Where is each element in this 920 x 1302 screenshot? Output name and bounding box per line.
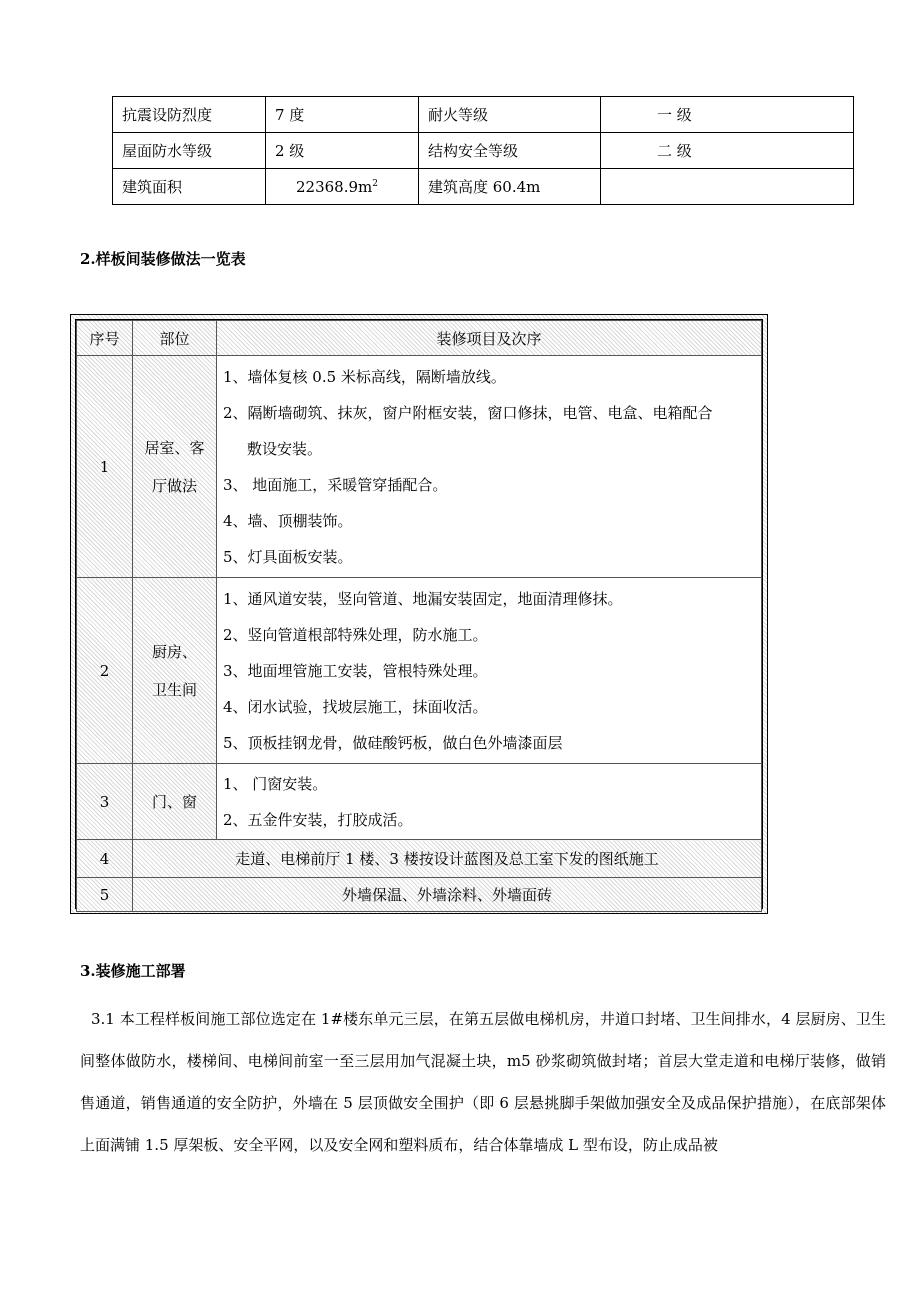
- table-row: [77, 878, 762, 912]
- list-item: 5、顶板挂钢龙骨，做硅酸钙板，做白色外墙漆面层: [223, 733, 563, 752]
- list-item: 2、五金件安装，打胶成活。: [223, 810, 413, 829]
- row-no: 2: [77, 578, 133, 764]
- row-part: [133, 578, 217, 764]
- part-line: 厨房、: [151, 642, 197, 661]
- table-row: [77, 764, 762, 840]
- info-value: 一 级: [601, 97, 854, 133]
- table-row: [77, 356, 762, 578]
- section-2-heading: 2.样板间装修做法一览表: [80, 250, 246, 268]
- part-line: 厅做法: [151, 476, 197, 495]
- info-label: 建筑面积: [113, 169, 266, 205]
- list-item: 5、灯具面板安装。: [223, 547, 353, 566]
- list-item: 4、墙、顶棚装饰。: [223, 511, 353, 530]
- section-3-heading: 3.装修施工部署: [80, 962, 186, 980]
- area-unit-superscript: 2: [372, 178, 378, 189]
- list-item: 3、地面埋管施工安装，管根特殊处理。: [223, 661, 488, 680]
- table-row: [113, 97, 854, 133]
- body-paragraph: [80, 998, 886, 1166]
- header-part: 部位: [133, 321, 217, 356]
- row-part: [133, 356, 217, 578]
- area-number: 22368.9m: [296, 177, 373, 196]
- info-label: 结构安全等级: [419, 133, 601, 169]
- info-label: 耐火等级: [419, 97, 601, 133]
- empty-cell: [601, 169, 854, 205]
- table-row: [77, 578, 762, 764]
- header-items: 装修项目及次序: [217, 321, 762, 356]
- list-item: 2、竖向管道根部特殊处理，防水施工。: [223, 625, 488, 644]
- list-item: 4、闭水试验，找坡层施工，抹面收活。: [223, 697, 488, 716]
- paragraph-text: 3.1 本工程样板间施工部位选定在 1#楼东单元三层，在第五层做电梯机房，井道口封堵、卫生间排水，4 层厨房、卫生间整体做防水，楼梯间、电梯间前室一至三层用加气混凝土块，m5 砂浆砌筑做封堵；首层大堂走道和电梯厅装修，做销售通道，销售通道的安全防护，外墙在 5 层顶做安全围护（即 6 层悬挑脚手架做加强安全及成品保护措施），在底部架体上面满铺 1.5 厚架板、安全平网，以及安全网和塑料质布，结合体靠墙成 L 型布设，防止成品被: [80, 1010, 886, 1154]
- info-value: 2 级: [266, 133, 419, 169]
- list-item: 3、 地面施工，采暖管穿插配合。: [223, 475, 448, 494]
- header-no: 序号: [77, 321, 133, 356]
- list-item: 1、墙体复核 0.5 米标高线，隔断墙放线。: [223, 367, 506, 386]
- row-items: [217, 578, 762, 764]
- info-label: 屋面防水等级: [113, 133, 266, 169]
- info-value: 7 度: [266, 97, 419, 133]
- table-header-row: [77, 321, 762, 356]
- part-line: 卫生间: [151, 680, 197, 699]
- row-items: [217, 764, 762, 840]
- height-label: 建筑高度 60.4m: [419, 169, 601, 205]
- table-row: [113, 169, 854, 205]
- decoration-table: [76, 320, 762, 912]
- table-row: [113, 133, 854, 169]
- decoration-table-inner: [75, 319, 763, 909]
- row-no: 1: [77, 356, 133, 578]
- area-value: [266, 169, 419, 205]
- row-items: [217, 356, 762, 578]
- part-line: 居室、客: [144, 438, 205, 457]
- row-no: 5: [77, 878, 133, 912]
- decoration-table-frame: [70, 314, 768, 914]
- list-item: 2、隔断墙砌筑、抹灰，窗户附框安装，窗口修抹，电管、电盒、电箱配合: [223, 403, 713, 422]
- merged-row-text: 外墙保温、外墙涂料、外墙面砖: [133, 878, 762, 912]
- row-no: 4: [77, 840, 133, 878]
- info-value: 二 级: [601, 133, 854, 169]
- list-item: 1、 门窗安装。: [223, 774, 328, 793]
- building-info-table: [112, 96, 854, 205]
- table-row: [77, 840, 762, 878]
- list-item: 1、通风道安装，竖向管道、地漏安装固定，地面清理修抹。: [223, 589, 623, 608]
- merged-row-text: 走道、电梯前厅 1 楼、3 楼按设计蓝图及总工室下发的图纸施工: [133, 840, 762, 878]
- row-part: 门、窗: [133, 764, 217, 840]
- list-item-continuation: 敷设安装。: [247, 439, 323, 458]
- row-no: 3: [77, 764, 133, 840]
- info-label: 抗震设防烈度: [113, 97, 266, 133]
